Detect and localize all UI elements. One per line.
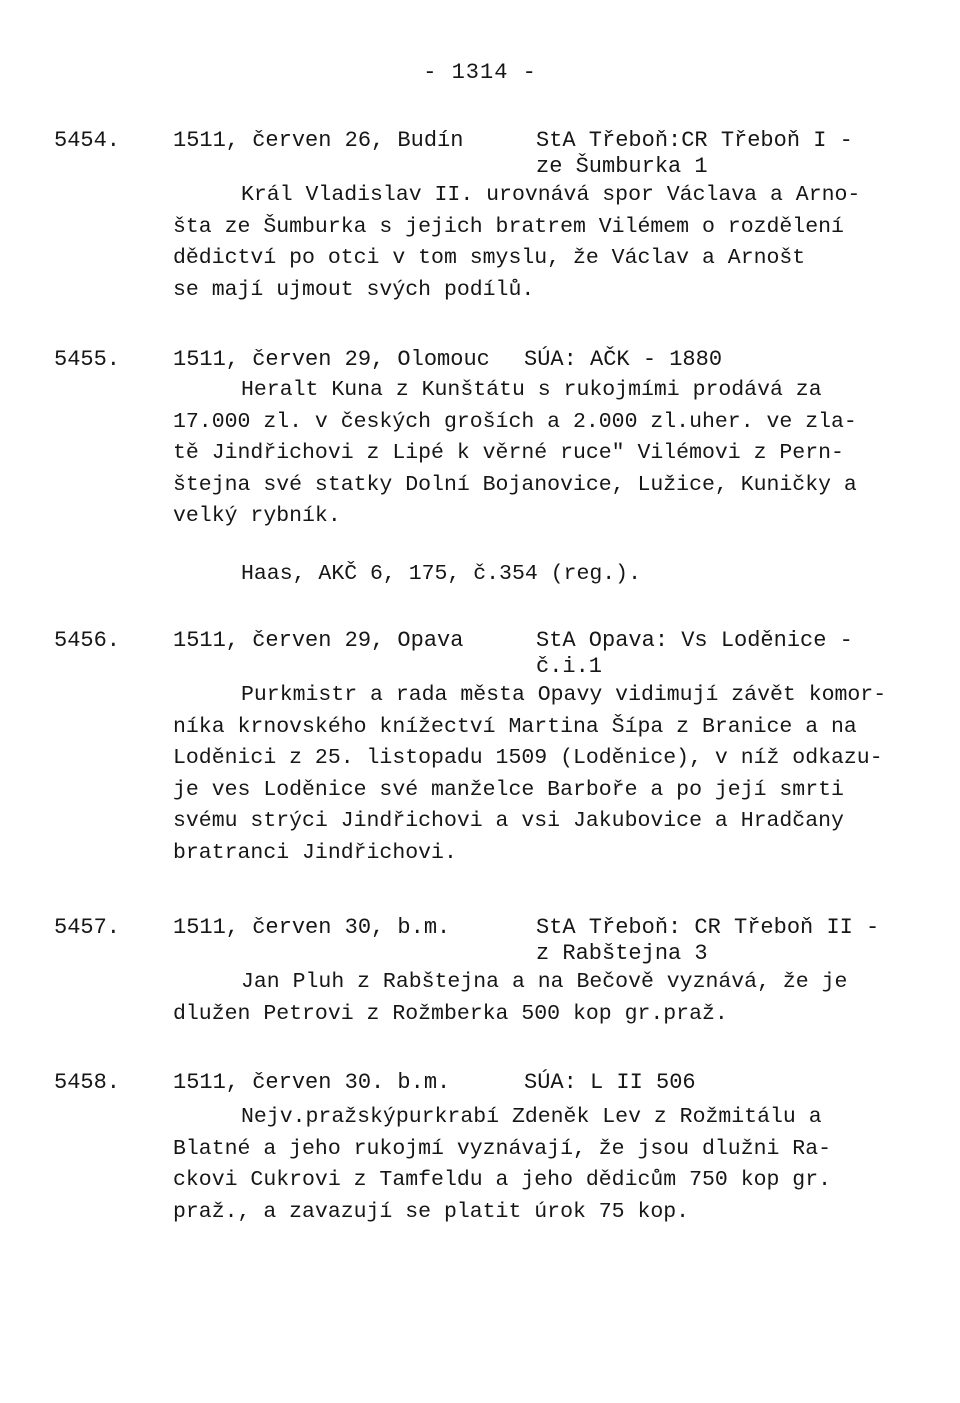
entry-number: 5454. bbox=[54, 128, 121, 153]
text-line: Purkmistr a rada města Opavy vidimují závět komor- bbox=[241, 683, 887, 707]
text-line: se mají ujmout svých podílů. bbox=[173, 277, 535, 302]
text-line: tě Jindřichovi z Lipé k věrné ruce" Vilémovi z Pern- bbox=[173, 441, 844, 465]
text-line: velký rybník. bbox=[173, 504, 341, 528]
text-line: bratranci Jindřichovi. bbox=[173, 840, 457, 865]
entry-text bbox=[173, 680, 893, 869]
text-line: praž., a zavazují se platit úrok 75 kop. bbox=[173, 1199, 690, 1224]
text-line: níka krnovského knížectví Martina Šípa z Branice a na bbox=[173, 714, 857, 739]
text-line: 17.000 zl. v českých groších a 2.000 zl.uher. ve zla- bbox=[173, 409, 857, 434]
text-line: Jan Pluh z Rabštejna a na Bečově vyznává, že je bbox=[241, 970, 848, 994]
text-line: je ves Loděnice své manželce Barboře a po její smrti bbox=[173, 777, 844, 802]
text-line: Blatné a jeho rukojmí vyznávají, že jsou dlužni Ra- bbox=[173, 1136, 832, 1161]
entry-source bbox=[536, 915, 879, 967]
text-line: Král Vladislav II. urovnává spor Václava a Arno- bbox=[241, 183, 861, 207]
text-line: Heralt Kuna z Kunštátu s rukojmími prodává za bbox=[241, 378, 822, 402]
text-line: dlužen Petrovi z Rožmberka 500 kop gr.praž. bbox=[173, 1001, 728, 1026]
entry-date: 1511, červen 30. b.m. bbox=[173, 1070, 451, 1095]
text-line: dědictví po otci v tom smyslu, že Václav a Arnošt bbox=[173, 246, 806, 270]
text-line: štejna své statky Dolní Bojanovice, Lužice, Kuničky a bbox=[173, 472, 857, 497]
entry-date: 1511, červen 30, b.m. bbox=[173, 915, 451, 940]
entry-date: 1511, červen 29, Opava bbox=[173, 628, 464, 653]
source-line: z Rabštejna 3 bbox=[536, 941, 708, 966]
entry-citation: Haas, AKČ 6, 175, č.354 (reg.). bbox=[241, 562, 641, 586]
entry-number: 5456. bbox=[54, 628, 121, 653]
entry-number: 5455. bbox=[54, 347, 121, 372]
source-line: StA Třeboň:CR Třeboň I - bbox=[536, 128, 853, 153]
page-number: - 1314 - bbox=[423, 60, 537, 85]
source-line: č.i.1 bbox=[536, 654, 603, 679]
entry-date: 1511, červen 29, Olomouc bbox=[173, 347, 490, 372]
entry-number: 5457. bbox=[54, 915, 121, 940]
entry-number: 5458. bbox=[54, 1070, 121, 1095]
source-line: SÚA: AČK - 1880 bbox=[524, 347, 723, 372]
text-line: ckovi Cukrovi z Tamfeldu a jeho dědicům 750 kop gr. bbox=[173, 1168, 832, 1192]
entry-source bbox=[524, 1070, 696, 1096]
source-line: ze Šumburka 1 bbox=[536, 154, 708, 179]
entry-text bbox=[173, 1102, 893, 1228]
entry-text bbox=[173, 375, 893, 533]
text-line: svému strýci Jindřichovi a vsi Jakubovice a Hradčany bbox=[173, 809, 844, 833]
entry-source bbox=[536, 128, 853, 180]
source-line: StA Třeboň: CR Třeboň II - bbox=[536, 915, 880, 940]
entry-source bbox=[524, 347, 722, 373]
text-line: šta ze Šumburka s jejich bratrem Vilémem o rozdělení bbox=[173, 214, 844, 239]
entry-text bbox=[173, 967, 893, 1030]
source-line: StA Opava: Vs Loděnice - bbox=[536, 628, 853, 653]
entry-text bbox=[173, 180, 893, 306]
source-line: SÚA: L II 506 bbox=[524, 1070, 696, 1095]
entry-date: 1511, červen 26, Budín bbox=[173, 128, 464, 153]
text-line: Loděnici z 25. listopadu 1509 (Loděnice), v níž odkazu- bbox=[173, 746, 883, 770]
text-line: Nejv.pražskýpurkrabí Zdeněk Lev z Rožmitálu a bbox=[241, 1105, 822, 1129]
entry-source bbox=[536, 628, 853, 680]
